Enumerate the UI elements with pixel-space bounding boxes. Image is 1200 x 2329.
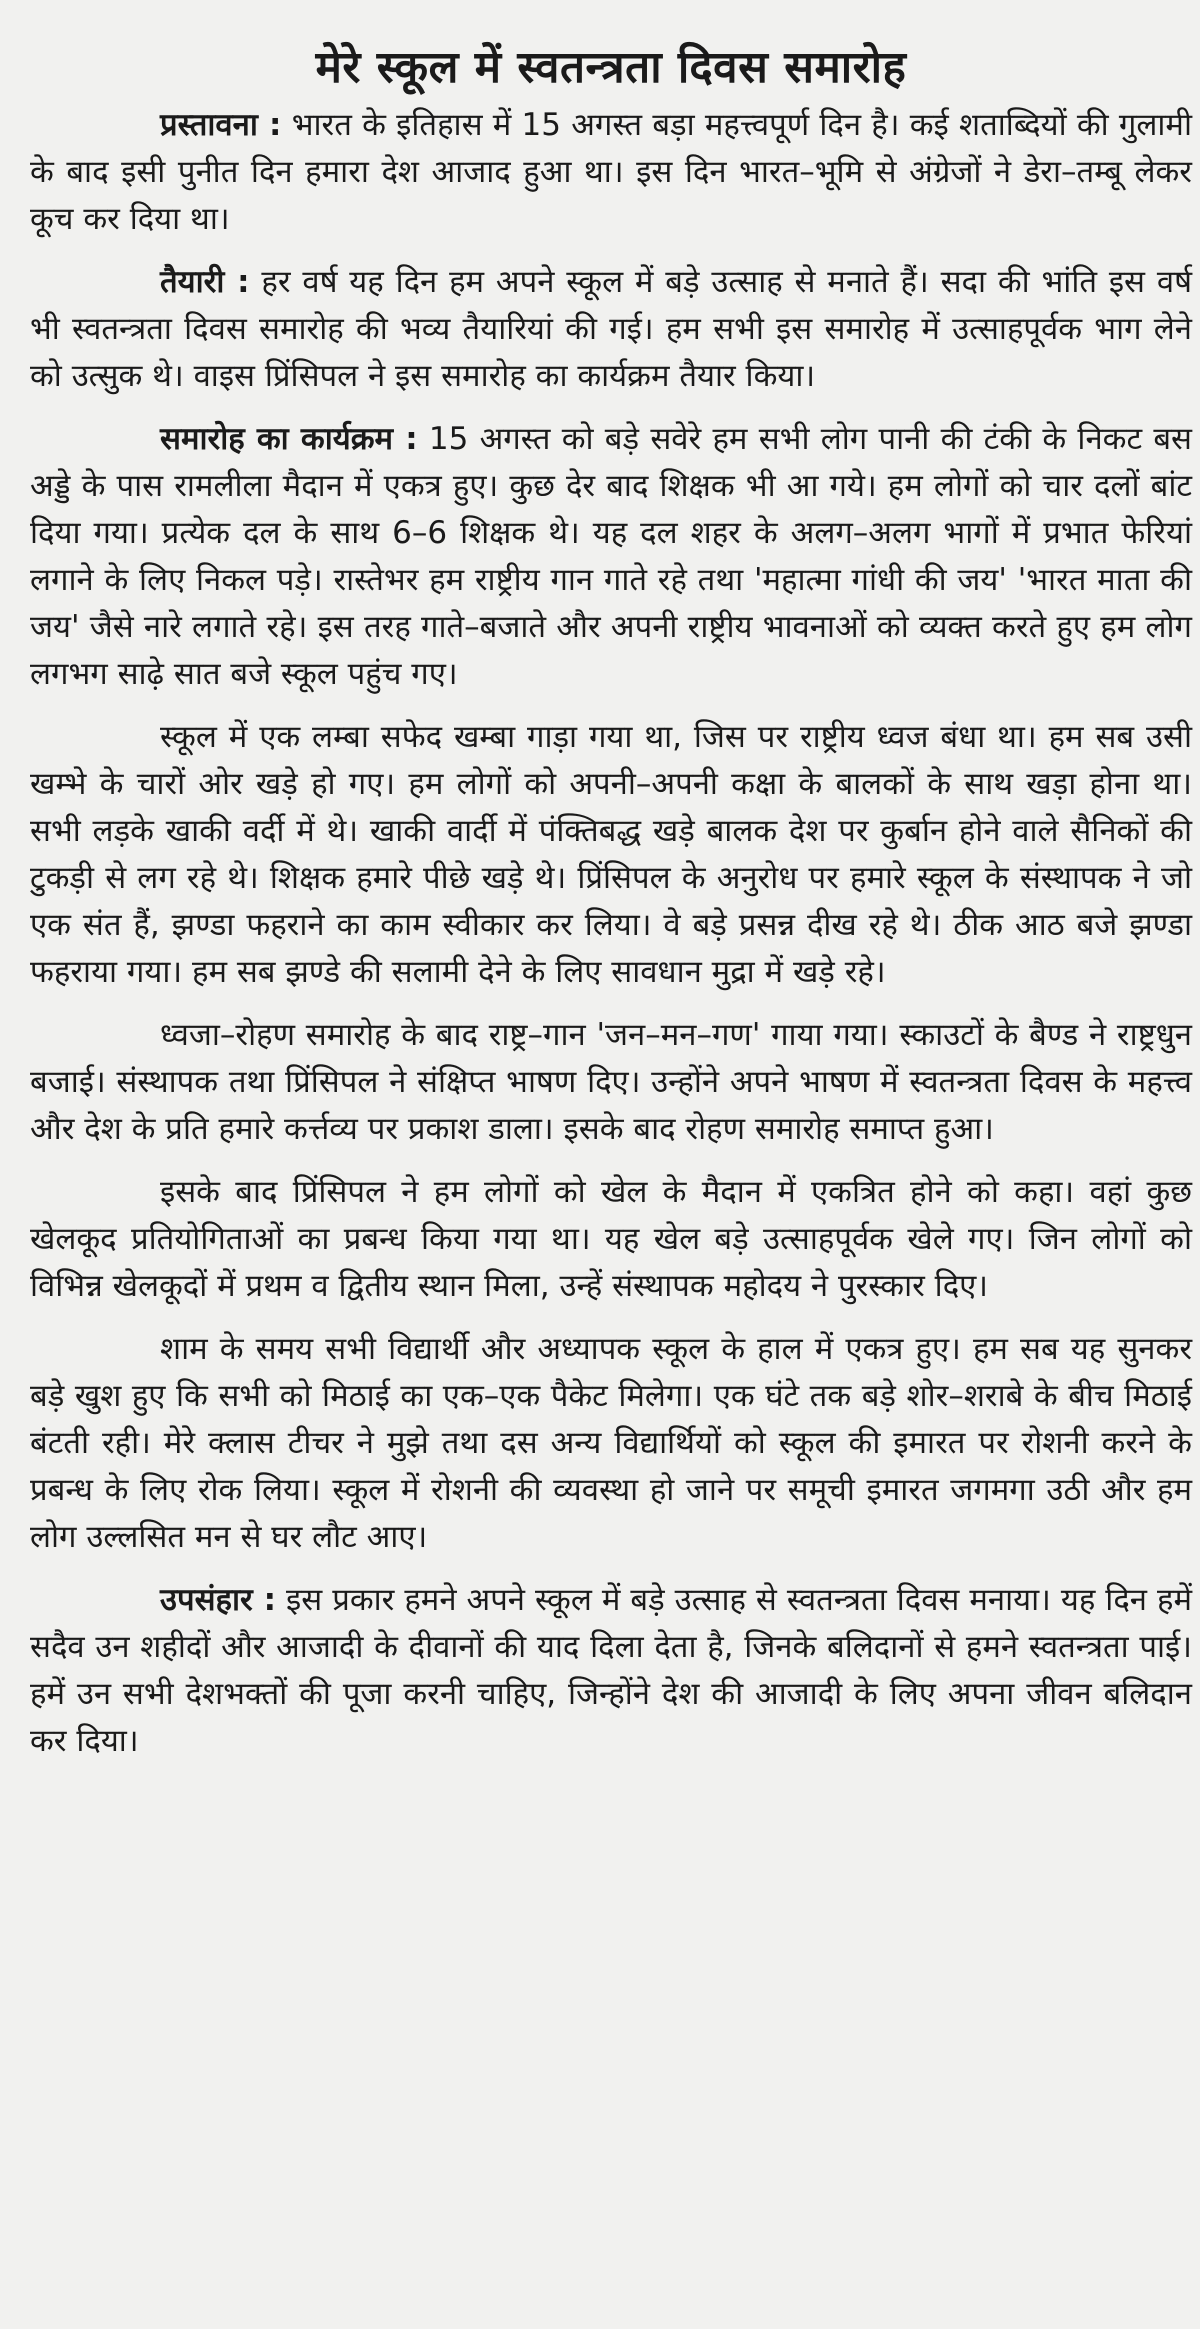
paragraph-label: उपसंहार : bbox=[160, 1582, 277, 1618]
paragraph-national-anthem bbox=[30, 1012, 1192, 1153]
paragraph-text: स्कूल में एक लम्बा सफेद खम्बा गाड़ा गया था, जिस पर राष्ट्रीय ध्वज बंधा था। हम सब उसी खम्भे के चारों ओर खड़े हो गए। हम लोगों को अपनी–अपनी कक्षा के बालकों के साथ खड़ा होना था। सभी लड़के खाकी वर्दी में थे। खाकी वार्दी में पंक्तिबद्ध खड़े बालक देश पर कुर्बान होने वाले सैनिकों की टुकड़ी से लग रहे थे। शिक्षक हमारे पीछे खड़े थे। प्रिंसिपल के अनुरोध पर हमारे स्कूल के संस्थापक ने जो एक संत हैं, झण्डा फहराने का काम स्वीकार कर लिया। वे बड़े प्रसन्न दीख रहे थे। ठीक आठ बजे झण्डा फहराया गया। हम सब झण्डे की सलामी देने के लिए सावधान मुद्रा में खड़े रहे। bbox=[30, 719, 1192, 990]
paragraph-label: प्रस्तावना : bbox=[160, 107, 282, 143]
essay-title: मेरे स्कूल में स्वतन्त्रता दिवस समारोह bbox=[315, 42, 907, 93]
paragraph-text: इसके बाद प्रिंसिपल ने हम लोगों को खेल के मैदान में एकत्रित होने को कहा। वहां कुछ खेलकूद प्रतियोगिताओं का प्रबन्ध किया गया था। यह खेल बड़े उत्साहपूर्वक खेले गए। जिन लोगों को विभिन्न खेलकूदों में प्रथम व द्वितीय स्थान मिला, उन्हें संस्थापक महोदय ने पुरस्कार दिए। bbox=[30, 1174, 1192, 1304]
paragraph-text: इस प्रकार हमने अपने स्कूल में बड़े उत्साह से स्वतन्त्रता दिवस मनाया। यह दिन हमें सदैव उन शहीदों और आजादी के दीवानों की याद दिला देता है, जिनके बलिदानों से हमने स्वतन्त्रता पाई। हमें उन सभी देशभक्तों की पूजा करनी चाहिए, जिन्होंने देश की आजादी के लिए अपना जीवन बलिदान कर दिया। bbox=[30, 1582, 1192, 1759]
paragraph-label: तैयारी : bbox=[160, 264, 250, 300]
paragraph-text: 15 अगस्त को बड़े सवेरे हम सभी लोग पानी की टंकी के निकट बस अड्डे के पास रामलीला मैदान में एकत्र हुए। कुछ देर बाद शिक्षक भी आ गये। हम लोगों को चार दलों बांट दिया गया। प्रत्येक दल के साथ 6–6 शिक्षक थे। यह दल शहर के अलग–अलग भागों में प्रभात फेरियां लगाने के लिए निकल पड़े। रास्तेभर हम राष्ट्रीय गान गाते रहे तथा 'महात्मा गांधी की जय' 'भारत माता की जय' जैसे नारे लगाते रहे। इस तरह गाते–बजाते और अपनी राष्ट्रीय भावनाओं को व्यक्त करते हुए हम लोग लगभग साढ़े सात बजे स्कूल पहुंच गए। bbox=[30, 421, 1193, 692]
paragraph-label: समारोह का कार्यक्रम : bbox=[160, 421, 418, 457]
paragraph-sports bbox=[30, 1169, 1192, 1310]
paragraph-introduction bbox=[30, 102, 1192, 243]
paragraph-text: हर वर्ष यह दिन हम अपने स्कूल में बड़े उत्साह से मनाते हैं। सदा की भांति इस वर्ष भी स्वतन्त्रता दिवस समारोह की भव्य तैयारियां की गई। हम सभी इस समारोह में उत्साहपूर्वक भाग लेने को उत्सुक थे। वाइस प्रिंसिपल ने इस समारोह का कार्यक्रम तैयार किया। bbox=[30, 264, 1192, 394]
paragraph-text: ध्वजा–रोहण समारोह के बाद राष्ट्र–गान 'जन–मन–गण' गाया गया। स्काउटों के बैण्ड ने राष्ट्रधुन बजाई। संस्थापक तथा प्रिंसिपल ने संक्षिप्त भाषण दिए। उन्होंने अपने भाषण में स्वतन्त्रता दिवस के महत्त्व और देश के प्रति हमारे कर्त्तव्य पर प्रकाश डाला। इसके बाद रोहण समारोह समाप्त हुआ। bbox=[30, 1017, 1192, 1147]
paragraph-text: भारत के इतिहास में 15 अगस्त बड़ा महत्त्वपूर्ण दिन है। कई शताब्दियों की गुलामी के बाद इसी पुनीत दिन हमारा देश आजाद हुआ था। इस दिन भारत–भूमि से अंग्रेजों ने डेरा–तम्बू लेकर कूच कर दिया था। bbox=[30, 107, 1193, 237]
paragraph-program bbox=[30, 416, 1192, 698]
paragraph-conclusion bbox=[30, 1577, 1192, 1765]
paragraph-flag-hoisting bbox=[30, 714, 1192, 996]
paragraph-evening bbox=[30, 1326, 1192, 1561]
paragraph-text: शाम के समय सभी विद्यार्थी और अध्यापक स्कूल के हाल में एकत्र हुए। हम सब यह सुनकर बड़े खुश हुए कि सभी को मिठाई का एक–एक पैकेट मिलेगा। एक घंटे तक बड़े शोर–शराबे के बीच मिठाई बंटती रही। मेरे क्लास टीचर ने मुझे तथा दस अन्य विद्यार्थियों को स्कूल की इमारत पर रोशनी करने के प्रबन्ध के लिए रोक लिया। स्कूल में रोशनी की व्यवस्था हो जाने पर समूची इमारत जगमगा उठी और हम लोग उल्लसित मन से घर लौट आए। bbox=[30, 1331, 1192, 1555]
paragraph-preparation bbox=[30, 259, 1192, 400]
